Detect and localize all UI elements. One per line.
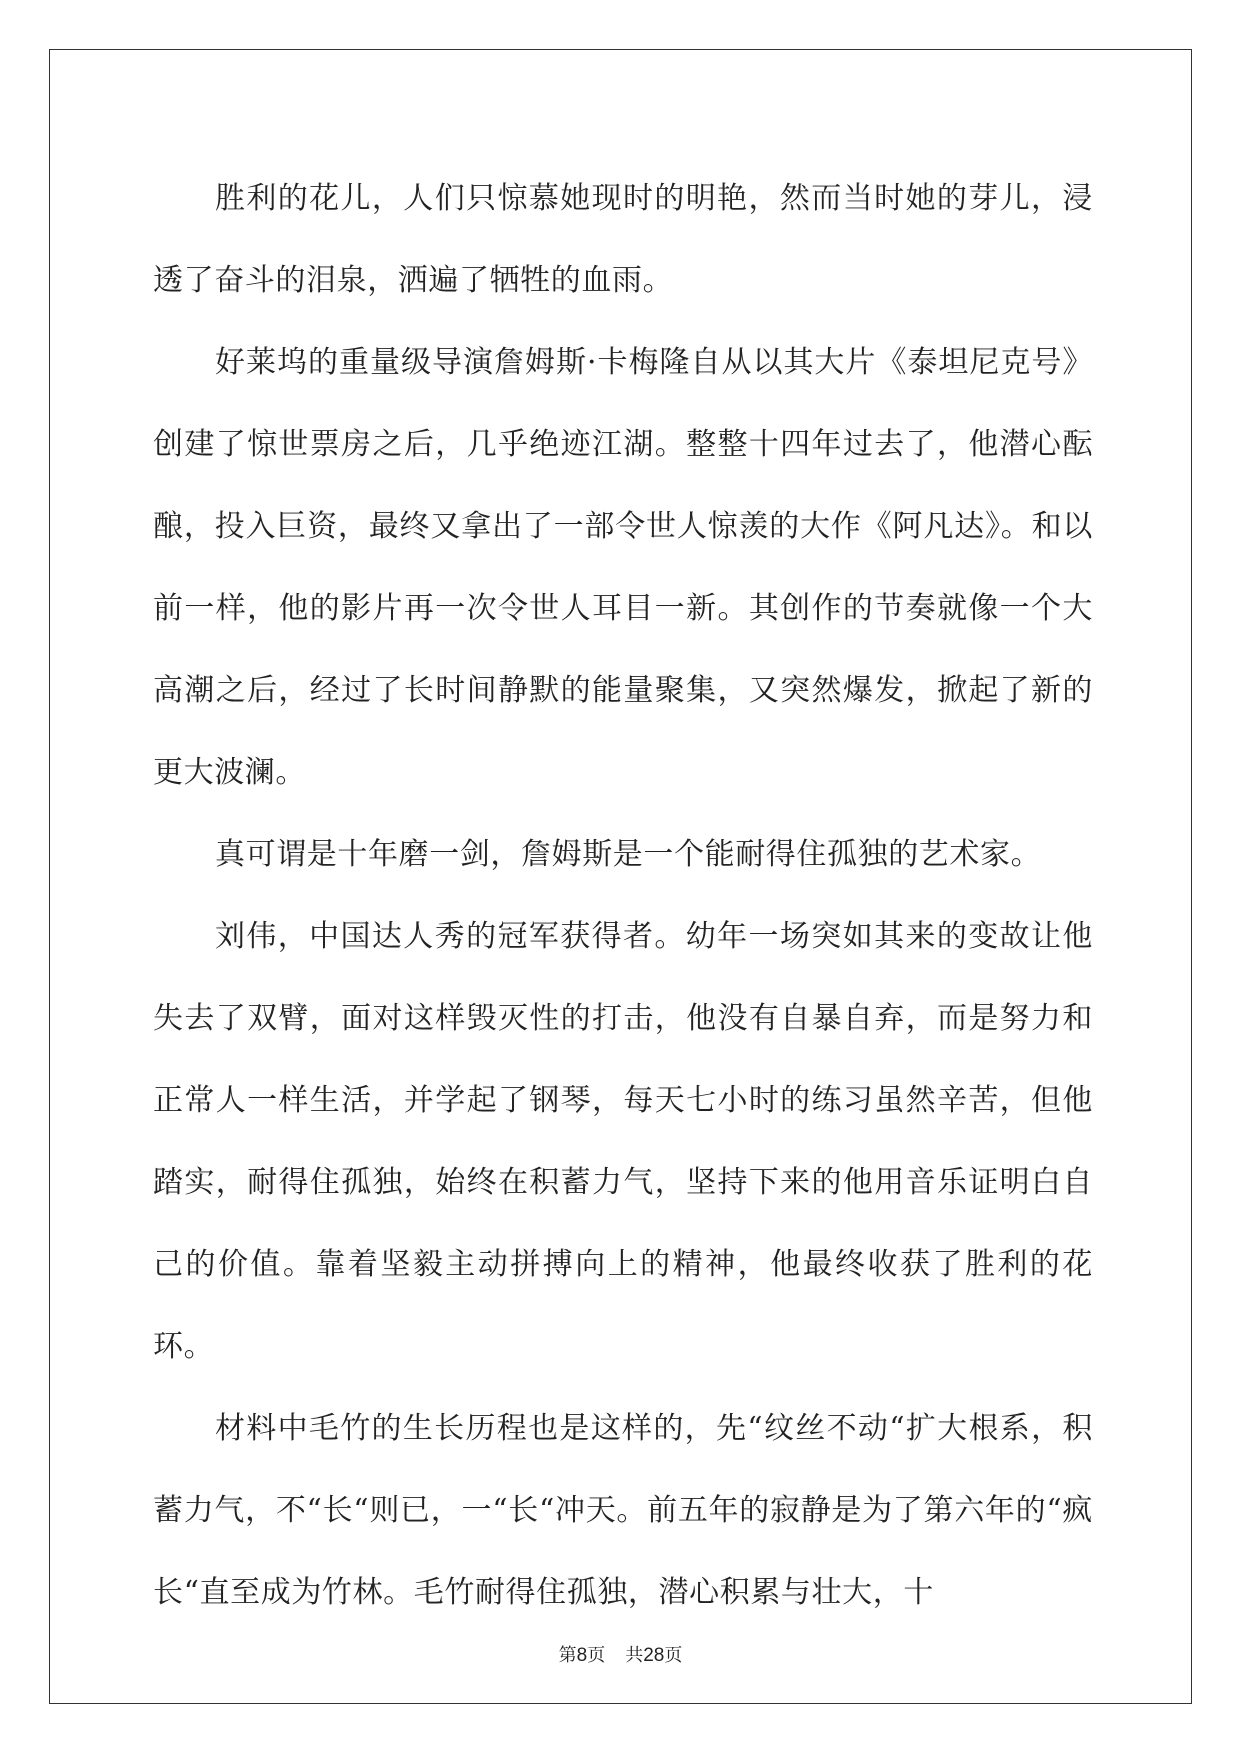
page-suffix: 页: [587, 1645, 606, 1666]
paragraph-4: 刘伟，中国达人秀的冠军获得者。幼年一场突如其来的变故让他失去了双臂，面对这样毁灭性的打击，他没有自暴自弃，而是努力和正常人一样生活，并学起了钢琴，每天七小时的练习虽然辛苦，但他踏实，耐得住孤独，始终在积蓄力气，坚持下来的他用音乐证明白自己的价值。靠着坚毅主动拼搏向上的精神，他最终收获了胜利的花环。: [153, 919, 1093, 1364]
total-prefix: 共: [625, 1645, 644, 1666]
total-suffix: 页: [664, 1645, 683, 1666]
paragraph-1: 胜利的花儿，人们只惊慕她现时的明艳，然而当时她的芽儿，浸透了奋斗的泪泉，洒遍了牺牲的血雨。: [153, 181, 1093, 298]
paragraph-2: 好莱坞的重量级导演詹姆斯·卡梅隆自从以其大片《泰坦尼克号》创建了惊世票房之后，几乎绝迹江湖。整整十四年过去了，他潜心酝酿，投入巨资，最终又拿出了一部令世人惊羡的大作《阿凡达》。和以前一样，他的影片再一次令世人耳目一新。其创作的节奏就像一个大高潮之后，经过了长时间静默的能量聚集，又突然爆发，掀起了新的更大波澜。: [153, 345, 1093, 790]
total-pages: 28: [643, 1645, 665, 1666]
paragraph-3: 真可谓是十年磨一剑，詹姆斯是一个能耐得住孤独的艺术家。: [215, 837, 1042, 872]
page-number: 8: [576, 1645, 588, 1666]
document-body: [153, 158, 1093, 1634]
page-prefix: 第: [558, 1645, 577, 1666]
page-footer: [0, 1641, 1241, 1667]
paragraph-5: 材料中毛竹的生长历程也是这样的，先“纹丝不动“扩大根系，积蓄力气，不“长“则已，一“长“冲天。前五年的寂静是为了第六年的“疯长“直至成为竹林。毛竹耐得住孤独，潜心积累与壮大，十: [153, 1411, 1093, 1610]
